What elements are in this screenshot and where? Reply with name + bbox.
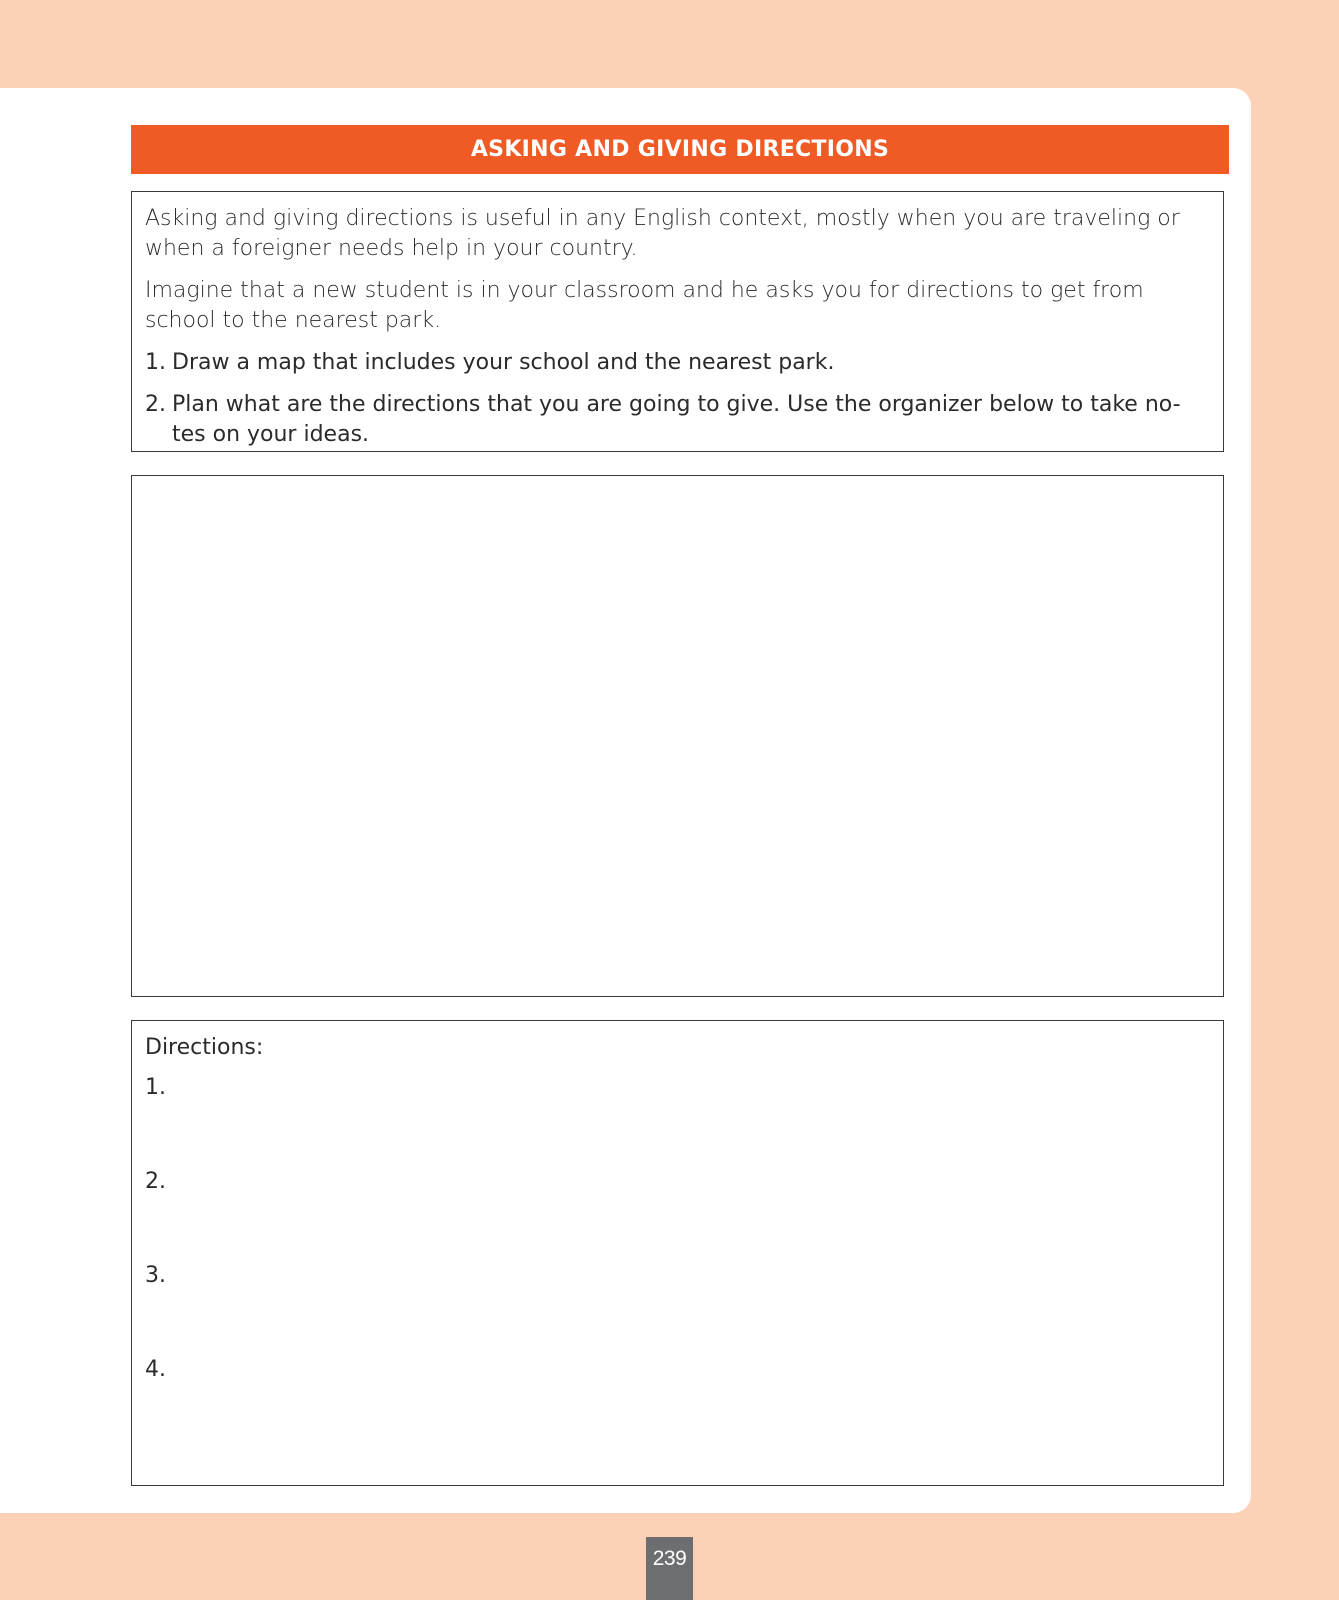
- section-title: ASKING AND GIVING DIRECTIONS: [470, 137, 890, 162]
- map-drawing-area[interactable]: [131, 475, 1224, 997]
- direction-line-3[interactable]: 3.: [145, 1263, 166, 1288]
- intro-paragraph-1: Asking and giving directions is useful in any English context, mostly when you are traveling or when a foreigner needs help in your country.: [145, 206, 1180, 261]
- section-title-bar: [131, 125, 1229, 174]
- step-item-1: [145, 348, 1209, 378]
- direction-line-2[interactable]: 2.: [145, 1169, 166, 1194]
- step-text: Draw a map that includes your school and the nearest park.: [172, 350, 835, 375]
- directions-organizer: [131, 1020, 1224, 1486]
- direction-line-1[interactable]: 1.: [145, 1075, 166, 1100]
- directions-label: Directions:: [145, 1035, 264, 1060]
- intro-paragraph-2: Imagine that a new student is in your classroom and he asks you for directions to get from school to the nearest park.: [145, 278, 1144, 333]
- step-text: Plan what are the directions that you are going to give. Use the organizer below to take no-tes on your ideas.: [172, 392, 1181, 447]
- direction-line-4[interactable]: 4.: [145, 1357, 166, 1382]
- step-number: 2.: [145, 392, 166, 417]
- step-number: 1.: [145, 350, 166, 375]
- intro-box: [131, 191, 1224, 452]
- step-item-2: [145, 390, 1209, 450]
- page-number: 239: [646, 1537, 693, 1600]
